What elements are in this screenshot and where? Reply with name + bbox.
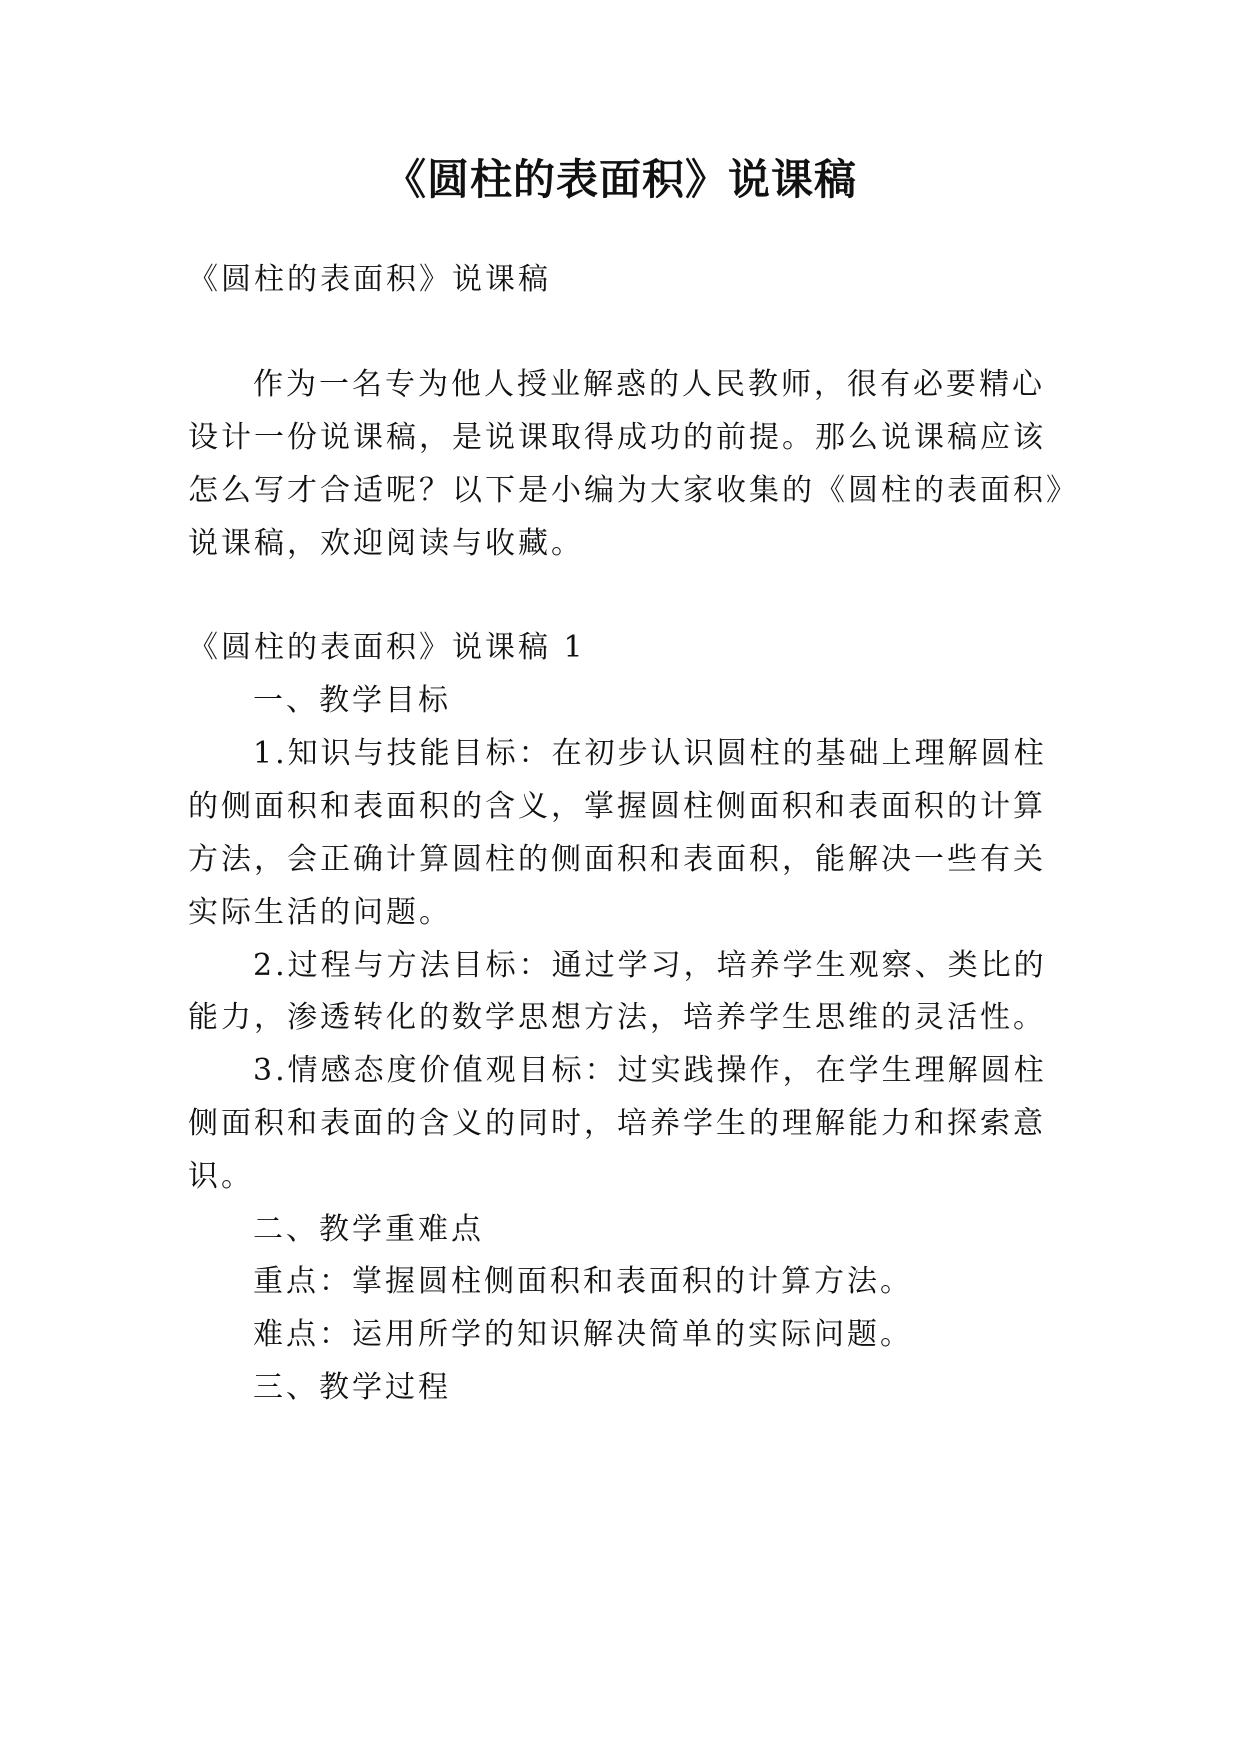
intro-line: 怎么写才合适呢？以下是小编为大家收集的《圆柱的表面积》 [188, 473, 1079, 508]
section-title: 《圆柱的表面积》说课稿 1 [188, 630, 586, 665]
goal-2-line: 2.过程与方法目标：通过学习，培养学生观察、类比的 [253, 948, 1047, 983]
key-point: 重点：掌握圆柱侧面积和表面积的计算方法。 [253, 1264, 913, 1299]
intro-line: 说课稿，欢迎阅读与收藏。 [188, 526, 584, 561]
intro-line: 作为一名专为他人授业解惑的人民教师，很有必要精心 [253, 367, 1045, 402]
goal-1-line: 实际生活的问题。 [188, 895, 452, 930]
goal-1-line: 的侧面积和表面积的含义，掌握圆柱侧面积和表面积的计算 [188, 789, 1046, 824]
goal-1-line: 方法，会正确计算圆柱的侧面积和表面积，能解决一些有关 [188, 842, 1046, 877]
intro-line: 设计一份说课稿，是说课取得成功的前提。那么说课稿应该 [188, 420, 1046, 455]
goal-3-line: 3.情感态度价值观目标：过实践操作，在学生理解圆柱 [253, 1053, 1047, 1088]
heading-teaching-goals: 一、教学目标 [253, 683, 451, 718]
document-subtitle: 《圆柱的表面积》说课稿 [188, 262, 551, 297]
heading-key-difficult-points: 二、教学重难点 [253, 1212, 484, 1247]
document-title: 《圆柱的表面积》说课稿 [383, 155, 857, 204]
goal-2-line: 能力，渗透转化的数学思想方法，培养学生思维的灵活性。 [188, 1000, 1046, 1035]
difficult-point: 难点：运用所学的知识解决简单的实际问题。 [253, 1317, 913, 1352]
heading-teaching-process: 三、教学过程 [253, 1370, 451, 1405]
goal-3-line: 侧面积和表面的含义的同时，培养学生的理解能力和探索意 [188, 1106, 1046, 1141]
goal-1-line: 1.知识与技能目标：在初步认识圆柱的基础上理解圆柱 [253, 736, 1047, 771]
goal-3-line: 识。 [188, 1159, 254, 1194]
